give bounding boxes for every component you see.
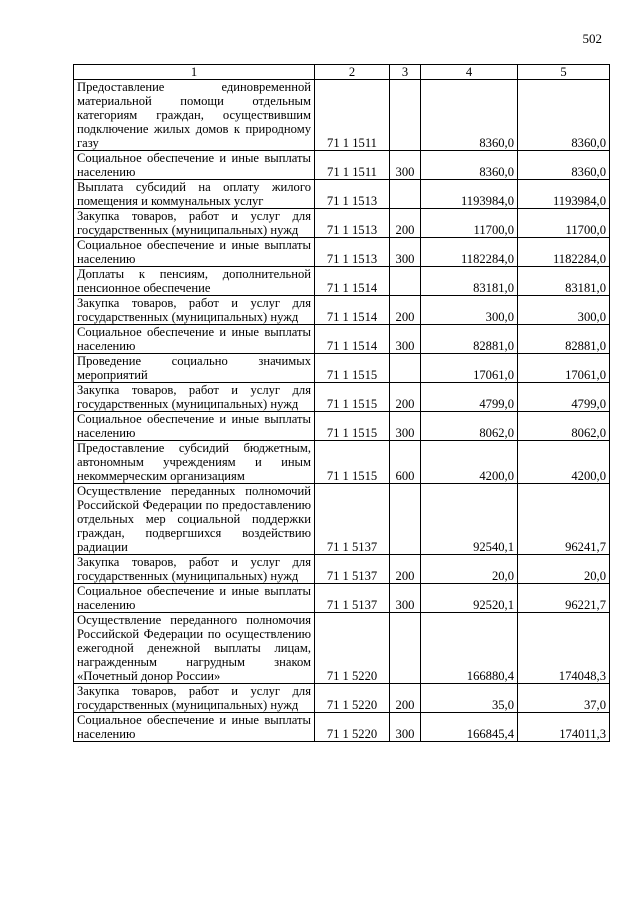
- table-row: [74, 555, 610, 584]
- row-kind-cell: 200: [390, 684, 421, 713]
- row-code-cell: 71 1 5137: [315, 484, 390, 555]
- row-code-cell: 71 1 1515: [315, 412, 390, 441]
- row-name-cell: Осуществление переданных полномочий Российской Федерации по предоставлению отдельных мер социальной поддержки граждан, подвергшихся воздействию радиации: [74, 484, 315, 555]
- row-kind-cell: 300: [390, 412, 421, 441]
- table-row: [74, 80, 610, 151]
- row-code-cell: 71 1 1515: [315, 441, 390, 484]
- table-row: [74, 209, 610, 238]
- row-kind-cell: [390, 80, 421, 151]
- row-code-cell: 71 1 1514: [315, 296, 390, 325]
- row-name-cell: Социальное обеспечение и иные выплаты населению: [74, 713, 315, 742]
- row-name-cell: Предоставление субсидий бюджетным, автономным учреждениям и иным некоммерческим организациям: [74, 441, 315, 484]
- row-code-cell: 71 1 1513: [315, 180, 390, 209]
- row-value-2-cell: 96241,7: [518, 484, 610, 555]
- table-row: [74, 325, 610, 354]
- row-value-1-cell: 83181,0: [421, 267, 518, 296]
- table-row: [74, 684, 610, 713]
- row-name-cell: Предоставление единовременной материальной помощи отдельным категориям граждан, осуществившим подключение жилых домов к природному газу: [74, 80, 315, 151]
- row-kind-cell: 600: [390, 441, 421, 484]
- row-value-2-cell: 4799,0: [518, 383, 610, 412]
- table-row: [74, 484, 610, 555]
- row-kind-cell: [390, 267, 421, 296]
- table-row: [74, 613, 610, 684]
- table-row: [74, 151, 610, 180]
- row-value-1-cell: 92520,1: [421, 584, 518, 613]
- row-kind-cell: 200: [390, 383, 421, 412]
- row-code-cell: 71 1 1515: [315, 354, 390, 383]
- row-value-1-cell: 1193984,0: [421, 180, 518, 209]
- row-value-1-cell: 1182284,0: [421, 238, 518, 267]
- row-value-1-cell: 35,0: [421, 684, 518, 713]
- row-code-cell: 71 1 1514: [315, 267, 390, 296]
- row-name-cell: Социальное обеспечение и иные выплаты населению: [74, 238, 315, 267]
- table-row: [74, 584, 610, 613]
- row-name-cell: Социальное обеспечение и иные выплаты населению: [74, 584, 315, 613]
- row-value-1-cell: 17061,0: [421, 354, 518, 383]
- row-value-1-cell: 166845,4: [421, 713, 518, 742]
- row-value-1-cell: 166880,4: [421, 613, 518, 684]
- row-value-2-cell: 4200,0: [518, 441, 610, 484]
- row-value-2-cell: 83181,0: [518, 267, 610, 296]
- table-row: [74, 238, 610, 267]
- row-kind-cell: [390, 180, 421, 209]
- row-value-2-cell: 37,0: [518, 684, 610, 713]
- row-value-2-cell: 174011,3: [518, 713, 610, 742]
- row-value-1-cell: 8360,0: [421, 151, 518, 180]
- row-code-cell: 71 1 1511: [315, 80, 390, 151]
- row-value-1-cell: 4200,0: [421, 441, 518, 484]
- header-col-5: 5: [518, 65, 610, 80]
- row-value-2-cell: 8062,0: [518, 412, 610, 441]
- row-kind-cell: 300: [390, 584, 421, 613]
- table-row: [74, 412, 610, 441]
- row-code-cell: 71 1 5137: [315, 555, 390, 584]
- row-code-cell: 71 1 5220: [315, 613, 390, 684]
- row-value-2-cell: 8360,0: [518, 151, 610, 180]
- row-value-2-cell: 11700,0: [518, 209, 610, 238]
- table-row: [74, 267, 610, 296]
- table-row: [74, 383, 610, 412]
- row-value-2-cell: 174048,3: [518, 613, 610, 684]
- table-row: [74, 713, 610, 742]
- header-col-1: 1: [74, 65, 315, 80]
- page-number: 502: [582, 31, 602, 46]
- row-name-cell: Осуществление переданного полномочия Российской Федерации по осуществлению ежегодной денежной выплаты лицам, награжденным нагрудным знаком «Почетный донор России»: [74, 613, 315, 684]
- row-value-2-cell: 20,0: [518, 555, 610, 584]
- row-value-2-cell: 17061,0: [518, 354, 610, 383]
- table-row: [74, 296, 610, 325]
- row-value-2-cell: 96221,7: [518, 584, 610, 613]
- row-value-1-cell: 8360,0: [421, 80, 518, 151]
- header-col-3: 3: [390, 65, 421, 80]
- row-name-cell: Доплаты к пенсиям, дополнительной пенсионное обеспечение: [74, 267, 315, 296]
- table-row: [74, 354, 610, 383]
- row-code-cell: 71 1 5220: [315, 684, 390, 713]
- row-kind-cell: 300: [390, 713, 421, 742]
- row-code-cell: 71 1 5137: [315, 584, 390, 613]
- row-name-cell: Закупка товаров, работ и услуг для государственных (муниципальных) нужд: [74, 684, 315, 713]
- row-value-1-cell: 4799,0: [421, 383, 518, 412]
- row-code-cell: 71 1 1514: [315, 325, 390, 354]
- row-kind-cell: 300: [390, 325, 421, 354]
- row-kind-cell: 200: [390, 555, 421, 584]
- row-kind-cell: [390, 613, 421, 684]
- row-value-2-cell: 1182284,0: [518, 238, 610, 267]
- row-name-cell: Закупка товаров, работ и услуг для государственных (муниципальных) нужд: [74, 209, 315, 238]
- header-col-4: 4: [421, 65, 518, 80]
- header-col-2: 2: [315, 65, 390, 80]
- row-kind-cell: 200: [390, 209, 421, 238]
- row-name-cell: Закупка товаров, работ и услуг для государственных (муниципальных) нужд: [74, 555, 315, 584]
- row-name-cell: Социальное обеспечение и иные выплаты населению: [74, 325, 315, 354]
- row-value-2-cell: 1193984,0: [518, 180, 610, 209]
- row-code-cell: 71 1 1513: [315, 238, 390, 267]
- row-kind-cell: 200: [390, 296, 421, 325]
- row-value-2-cell: 300,0: [518, 296, 610, 325]
- row-code-cell: 71 1 1513: [315, 209, 390, 238]
- row-name-cell: Закупка товаров, работ и услуг для государственных (муниципальных) нужд: [74, 383, 315, 412]
- row-value-2-cell: 8360,0: [518, 80, 610, 151]
- row-kind-cell: 300: [390, 151, 421, 180]
- row-kind-cell: [390, 354, 421, 383]
- budget-table: [73, 64, 610, 742]
- row-name-cell: Выплата субсидий на оплату жилого помещения и коммунальных услуг: [74, 180, 315, 209]
- row-name-cell: Проведение социально значимых мероприятий: [74, 354, 315, 383]
- table-row: [74, 441, 610, 484]
- row-value-1-cell: 82881,0: [421, 325, 518, 354]
- row-value-2-cell: 82881,0: [518, 325, 610, 354]
- row-code-cell: 71 1 5220: [315, 713, 390, 742]
- row-value-1-cell: 8062,0: [421, 412, 518, 441]
- row-value-1-cell: 20,0: [421, 555, 518, 584]
- row-code-cell: 71 1 1515: [315, 383, 390, 412]
- row-kind-cell: 300: [390, 238, 421, 267]
- row-value-1-cell: 11700,0: [421, 209, 518, 238]
- row-value-1-cell: 92540,1: [421, 484, 518, 555]
- row-value-1-cell: 300,0: [421, 296, 518, 325]
- row-name-cell: Социальное обеспечение и иные выплаты населению: [74, 412, 315, 441]
- row-kind-cell: [390, 484, 421, 555]
- row-name-cell: Закупка товаров, работ и услуг для государственных (муниципальных) нужд: [74, 296, 315, 325]
- row-name-cell: Социальное обеспечение и иные выплаты населению: [74, 151, 315, 180]
- table-row: [74, 180, 610, 209]
- table-header-row: [74, 65, 610, 80]
- row-code-cell: 71 1 1511: [315, 151, 390, 180]
